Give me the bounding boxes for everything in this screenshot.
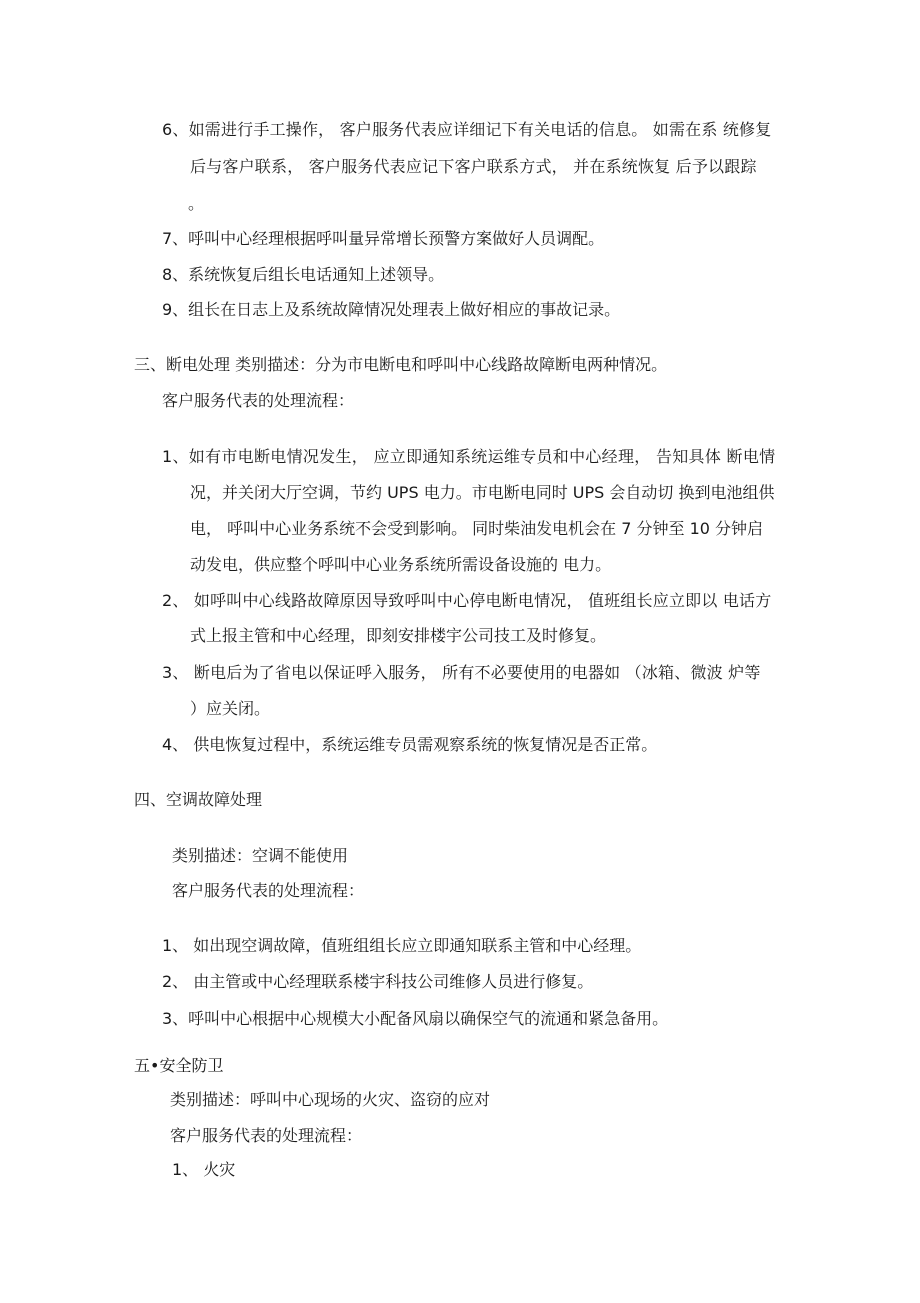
section-3-item-3-line-2: ）应关闭。 [190, 699, 271, 718]
list-item-6-line-2: 后与客户联系， 客户服务代表应记下客户联系方式， 并在系统恢复 后予以跟踪 [190, 157, 757, 176]
list-item-8: 8、系统恢复后组长电话通知上述领导。 [162, 265, 445, 284]
section-3-item-1-line-1: 1、如有市电断电情况发生， 应立即通知系统运维专员和中心经理， 告知具体 断电情 [162, 447, 776, 466]
section-4-item-2: 2、 由主管或中心经理联系楼宇科技公司维修人员进行修复。 [162, 972, 594, 991]
section-3-item-2-line-2: 式上报主管和中心经理，即刻安排楼宇公司技工及时修复。 [190, 626, 607, 645]
section-3-process-label: 客户服务代表的处理流程： [162, 391, 355, 410]
list-item-9: 9、组长在日志上及系统故障情况处理表上做好相应的事故记录。 [162, 300, 621, 319]
section-3-item-1-line-2: 况，并关闭大厅空调，节约 UPS 电力。市电断电同时 UPS 会自动切 换到电池组供 [190, 483, 775, 502]
section-3-item-4: 4、 供电恢复过程中，系统运维专员需观察系统的恢复情况是否正常。 [162, 735, 658, 754]
list-item-6-line-1: 6、如需进行手工操作， 客户服务代表应详细记下有关电话的信息。 如需在系 统修复 [162, 120, 772, 139]
section-3-item-3-line-1: 3、 断电后为了省电以保证呼入服务， 所有不必要使用的电器如 （冰箱、微波 炉等 [162, 663, 761, 682]
section-4-process-label: 客户服务代表的处理流程： [172, 881, 365, 900]
section-5-process-label: 客户服务代表的处理流程： [170, 1126, 363, 1145]
section-3-item-2-line-1: 2、 如呼叫中心线路故障原因导致呼叫中心停电断电情况， 值班组长应立即以 电话方 [162, 591, 772, 610]
section-4-category-description: 类别描述：空调不能使用 [172, 846, 349, 865]
section-5-heading: 五•安全防卫 [134, 1056, 224, 1075]
list-item-7: 7、呼叫中心经理根据呼叫量异常增长预警方案做好人员调配。 [162, 229, 605, 248]
list-item-6-line-3: 。 [188, 194, 205, 213]
section-3-item-1-line-3: 电， 呼叫中心业务系统不会受到影响。 同时柴油发电机会在 7 分钟至 10 分钟启 [190, 519, 764, 538]
section-5-category-description: 类别描述：呼叫中心现场的火灾、盗窃的应对 [170, 1090, 491, 1109]
section-4-item-3: 3、呼叫中心根据中心规模大小配备风扇以确保空气的流通和紧急备用。 [162, 1009, 669, 1028]
section-4-item-1: 1、 如出现空调故障，值班组组长应立即通知联系主管和中心经理。 [162, 936, 642, 955]
section-4-heading: 四、空调故障处理 [134, 790, 263, 809]
section-3-item-1-line-4: 动发电，供应整个呼叫中心业务系统所需设备设施的 电力。 [190, 555, 612, 574]
section-3-heading: 三、断电处理 类别描述：分为市电断电和呼叫中心线路故障断电两种情况。 [134, 355, 668, 374]
section-5-item-1: 1、 火灾 [172, 1160, 236, 1179]
